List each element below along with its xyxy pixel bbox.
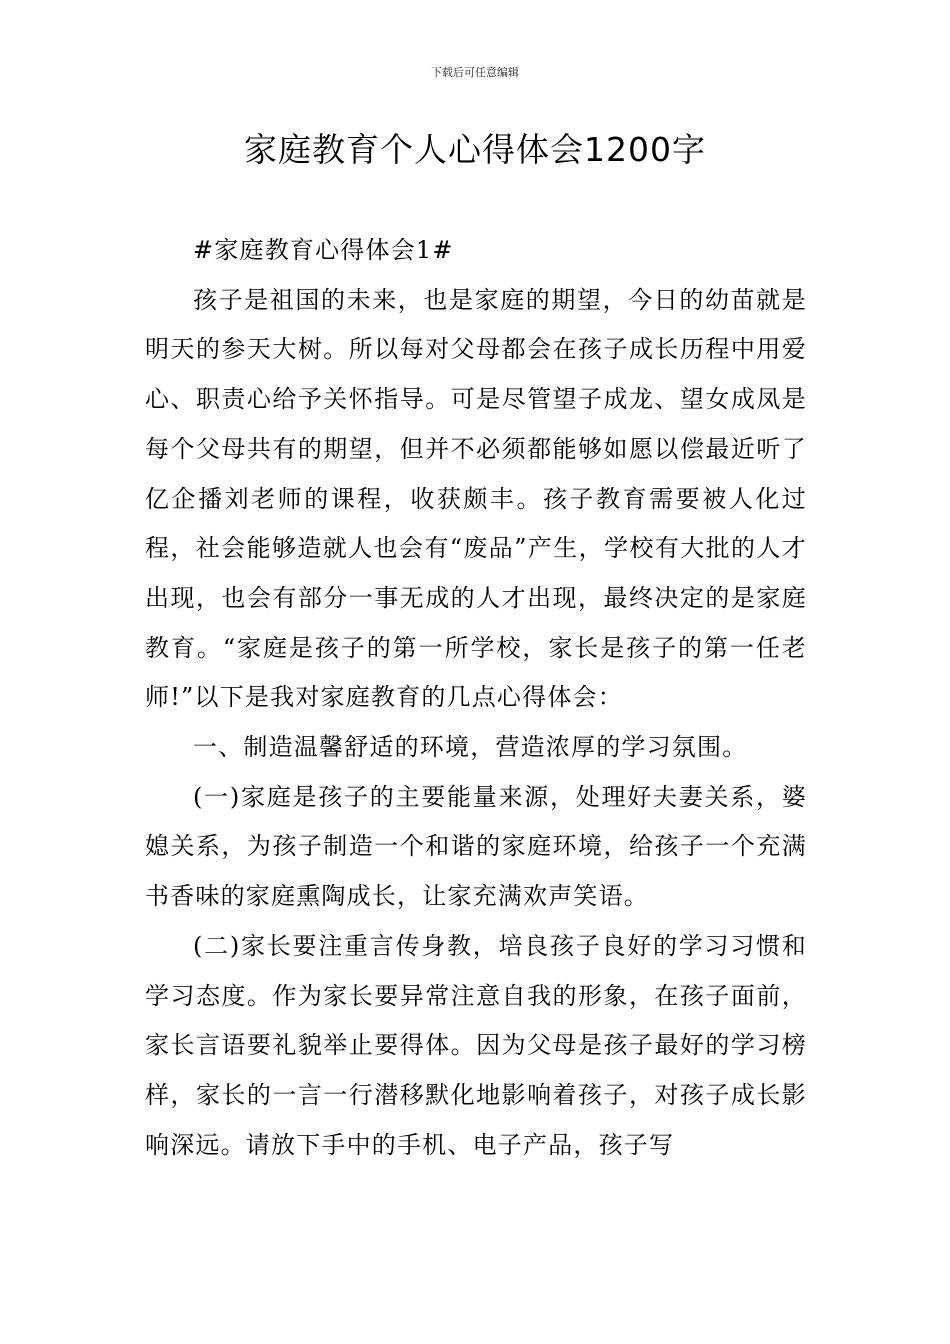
paragraph: 孩子是祖国的未来，也是家庭的期望，今日的幼苗就是明天的参天大树。所以每对父母都会在孩子成长历程中用爱心、职责心给予关怀指导。可是尽管望子成龙、望女成凤是每个父母共有的期望，但并不必须都能够如愿以偿最近听了亿企播刘老师的课程，收获颇丰。孩子教育需要被人化过程，社会能够造就人也会有“废品”产生，学校有大批的人才出现，也会有部分一事无成的人才出现，最终决定的是家庭教育。“家庭是孩子的第一所学校，家长是孩子的第一任老师!”以下是我对家庭教育的几点心得体会： <box>145 285 807 712</box>
paragraph: 一、制造温馨舒适的环境，营造浓厚的学习氛围。 <box>193 733 748 762</box>
paragraph: (二)家长要注重言传身教，培良孩子良好的学习习惯和学习态度。作为家长要异常注意自我的形象，在孩子面前，家长言语要礼貌举止要得体。因为父母是孩子最好的学习榜样，家长的一言一行潜移默化地影响着孩子，对孩子成长影响深远。请放下手中的手机、电子产品，孩子写 <box>145 931 807 1159</box>
document-title: 家庭教育个人心得体会1200字 <box>244 130 706 169</box>
document-body <box>145 226 807 1170</box>
header-note: 下载后可任意编辑 <box>431 66 519 79</box>
section-heading: #家庭教育心得体会1# <box>193 236 454 264</box>
paragraph: (一)家庭是孩子的主要能量来源，处理好夫妻关系，婆媳关系，为孩子制造一个和谐的家庭环境，给孩子一个充满书香味的家庭熏陶成长，让家充满欢声笑语。 <box>145 782 807 911</box>
